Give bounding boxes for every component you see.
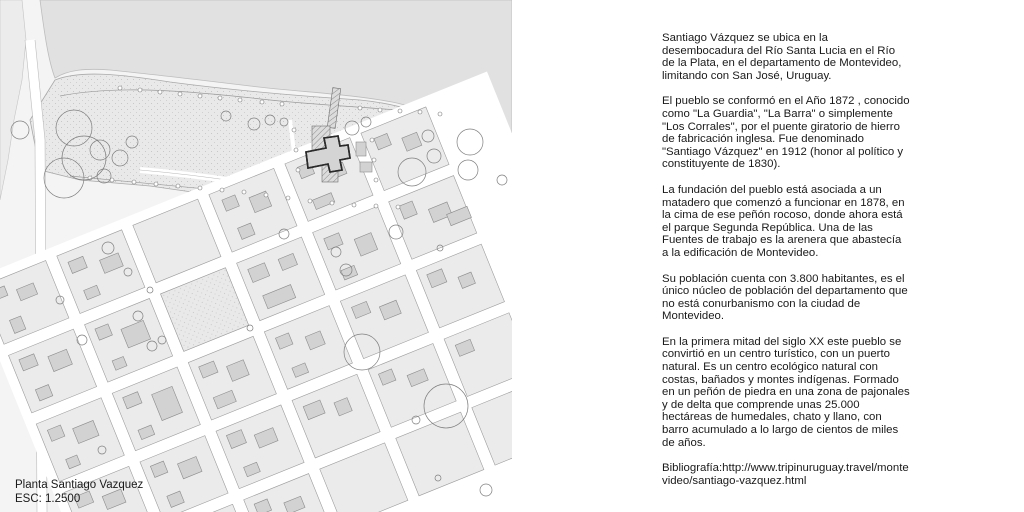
description-column [662,32,910,500]
map-scale: ESC: 1.2500 [15,493,81,505]
paragraph-population: Su población cuenta con 3.800 habitantes, es el único núcleo de población del departamento que no está conurbanismo con la ciudad de Montevideo. [662,272,908,323]
paragraph-tourism: En la primera mitad del siglo XX este pueblo se convirtió en un centro turístico, con un puerto natural. Es un centro ecológico natural con costas, bañados y montes indígenas. Formado en un peñón de piedra en una zona de pajonales y de delta que comprende unas 25.000 hectáreas de humedales, chato y llano, con barro acumulado a lo largo de cientos de miles de años. [662,335,910,449]
paragraph-location: Santiago Vázquez se ubica en la desembocadura del Río Santa Lucia en el Río de la Plata, en el departamento de Montevideo, limitando con San José, Uruguay. [662,32,902,82]
paragraph-origin: El pueblo se conformó en el Año 1872 , conocido como "La Guardia", "La Barra" o simplemente "Los Corrales", por el puente giratorio de hierro de fabricación inglesa. Fue denominado "Santiago Vázquez" en 1912 (honor al político y constituyente de 1830). [662,95,910,171]
map-caption [15,478,143,506]
bibliography: Bibliografía:http://www.tripinuruguay.travel/montevideo/santiago-vazquez.html [662,462,909,487]
paragraph-foundation: La fundación del pueblo está asociada a un matadero que comenzó a funcionar en 1878, en la cima de ese peñón rocoso, donde ahora está el parque Segunda República. Una de las Fuentes de trabajo es la arenera que abastecía a la edificación de Montevideo. [662,183,905,259]
map-title: Planta Santiago Vazquez [15,479,144,491]
